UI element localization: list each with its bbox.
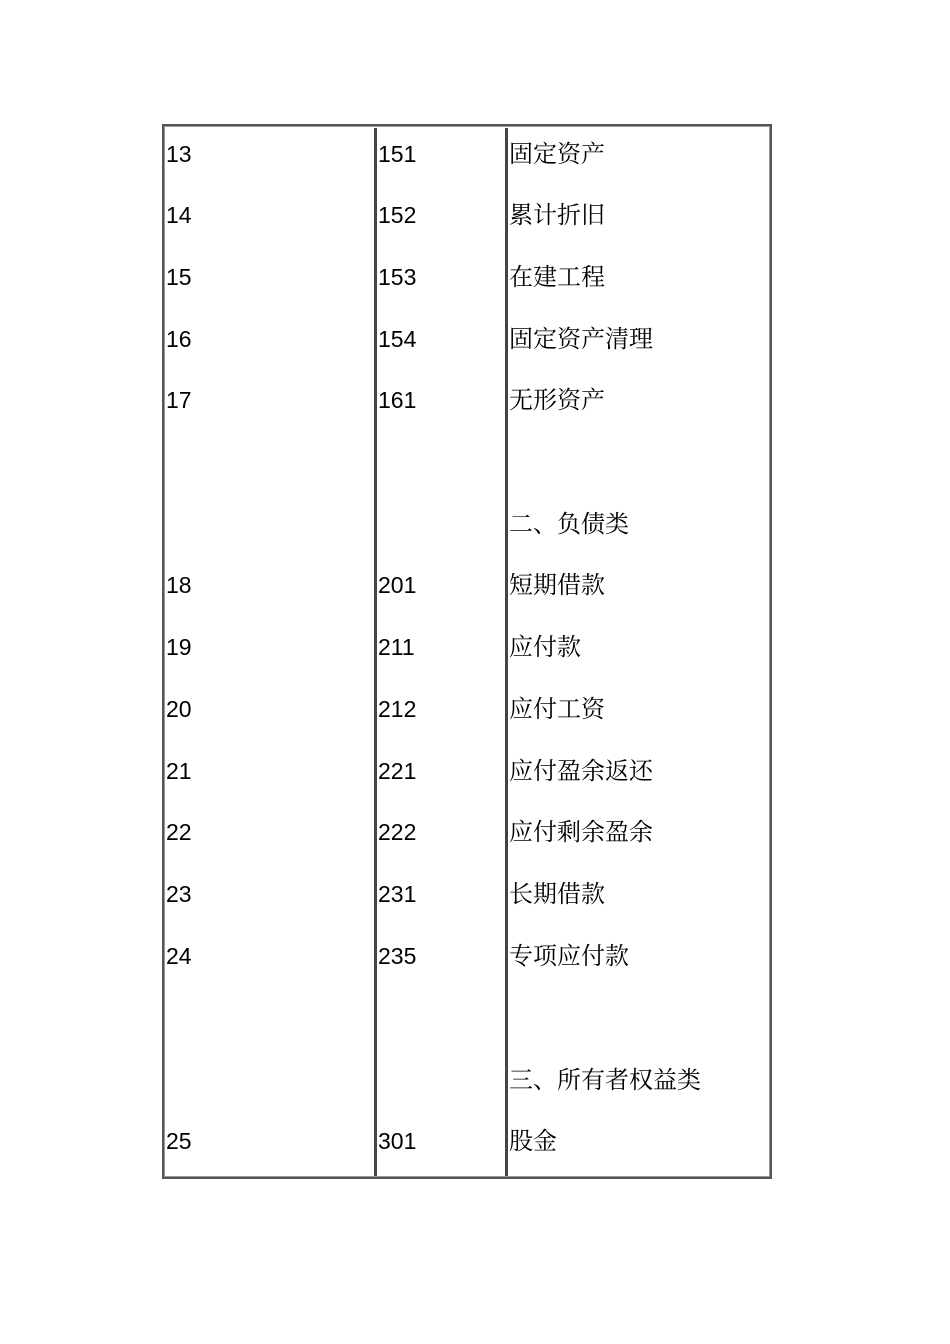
- table-row: [0, 817, 950, 857]
- table-row: [0, 385, 950, 425]
- table-row: [0, 1126, 950, 1166]
- account-name: 股金: [509, 1127, 557, 1155]
- table-row: [0, 139, 950, 179]
- account-name: 无形资产: [509, 386, 605, 414]
- account-name: 固定资产: [509, 140, 605, 168]
- account-name: 累计折旧: [509, 201, 605, 229]
- account-code: 235: [378, 943, 417, 969]
- row-number: 17: [166, 387, 192, 413]
- account-code: 231: [378, 881, 417, 907]
- row-number: 14: [166, 202, 192, 228]
- account-code: 201: [378, 572, 417, 598]
- row-number: 20: [166, 696, 192, 722]
- account-name: 应付盈余返还: [509, 757, 653, 785]
- account-name: 应付剩余盈余: [509, 818, 653, 846]
- account-name: 长期借款: [509, 880, 605, 908]
- account-code: 152: [378, 202, 417, 228]
- table-row: [0, 941, 950, 981]
- account-code: 211: [378, 634, 415, 660]
- row-number: 16: [166, 326, 192, 352]
- table-row: [0, 879, 950, 919]
- table-row: [0, 1065, 950, 1105]
- account-code: 222: [378, 819, 417, 845]
- table-row: [0, 447, 950, 487]
- account-name: 应付工资: [509, 695, 605, 723]
- row-number: 24: [166, 943, 192, 969]
- row-number: 15: [166, 264, 192, 290]
- row-number: 18: [166, 572, 192, 598]
- account-name: 应付款: [509, 633, 581, 661]
- table-row: [0, 262, 950, 302]
- account-code: 301: [378, 1128, 417, 1154]
- row-number: 13: [166, 141, 192, 167]
- account-code: 153: [378, 264, 417, 290]
- account-code: 212: [378, 696, 417, 722]
- table-row: [0, 509, 950, 549]
- table-row: [0, 756, 950, 796]
- row-number: 22: [166, 819, 192, 845]
- account-name: 在建工程: [509, 263, 605, 291]
- table-row: [0, 570, 950, 610]
- section-heading: 三、所有者权益类: [509, 1066, 701, 1094]
- table-row: [0, 1003, 950, 1043]
- table-row: [0, 324, 950, 364]
- account-name: 专项应付款: [509, 942, 629, 970]
- account-name: 固定资产清理: [509, 325, 653, 353]
- row-number: 23: [166, 881, 192, 907]
- account-code: 151: [378, 141, 417, 167]
- account-code: 161: [378, 387, 417, 413]
- row-number: 21: [166, 758, 192, 784]
- table-row: [0, 200, 950, 240]
- row-number: 25: [166, 1128, 192, 1154]
- account-name: 短期借款: [509, 571, 605, 599]
- account-code: 154: [378, 326, 417, 352]
- section-heading: 二、负债类: [509, 510, 629, 538]
- account-code: 221: [378, 758, 417, 784]
- table-row: [0, 632, 950, 672]
- table-row: [0, 694, 950, 734]
- row-number: 19: [166, 634, 192, 660]
